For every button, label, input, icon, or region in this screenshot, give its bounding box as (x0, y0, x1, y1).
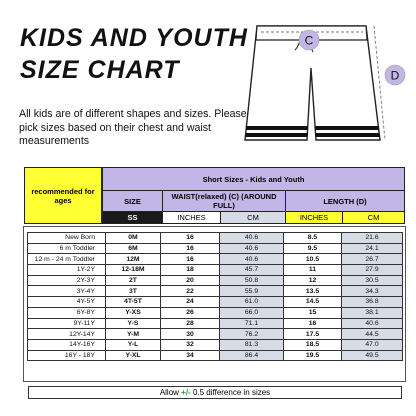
stripe-left-2 (245, 133, 307, 137)
cell-size: 4T-5T (106, 297, 161, 308)
cell-len-cm: 38.1 (342, 307, 403, 318)
allowance-before: Allow (159, 388, 182, 397)
cell-waist-in: 26 (161, 307, 220, 318)
cell-waist-in: 20 (161, 275, 220, 286)
cell-len-cm: 47.0 (342, 339, 403, 350)
intro-text: All kids are of different shapes and sizes. Please pick sizes based on their chest and waist measurements (19, 108, 247, 147)
cell-len-cm: 34.3 (342, 286, 403, 297)
cell-len-in: 16 (284, 318, 342, 329)
cell-len-cm: 40.6 (342, 318, 403, 329)
cell-age: 16Y - 18Y (28, 350, 106, 361)
cell-waist-cm: 76.2 (220, 329, 284, 340)
shorts-diagram (225, 16, 410, 151)
cell-waist-cm: 66.0 (220, 307, 284, 318)
stripe-left-1 (246, 126, 308, 130)
cell-age: 4Y-5Y (28, 297, 106, 308)
cell-waist-cm: 40.6 (220, 233, 284, 244)
table-title: Short Sizes - Kids and Youth (103, 168, 405, 191)
cell-len-cm: 21.6 (342, 233, 403, 244)
cell-age: New Born (28, 233, 106, 244)
waist-column-header: WAIST(relaxed) (C) (AROUND FULL) (163, 191, 286, 212)
cell-size: 0M (106, 233, 161, 244)
cell-len-cm: 24.1 (342, 243, 403, 254)
cell-waist-in: 30 (161, 329, 220, 340)
length-cm-header: CM (343, 212, 405, 224)
length-inches-header: INCHES (286, 212, 343, 224)
page-title-line1: KIDS AND YOUTH (20, 24, 248, 52)
cell-waist-in: 32 (161, 339, 220, 350)
cell-size: 12M (106, 254, 161, 265)
cell-size: 2T (106, 275, 161, 286)
cell-size: Y-XL (106, 350, 161, 361)
cell-len-cm: 36.8 (342, 297, 403, 308)
table-row (28, 297, 403, 308)
cell-size: 6M (106, 243, 161, 254)
cell-len-cm: 27.9 (342, 265, 403, 276)
cell-len-in: 10.5 (284, 254, 342, 265)
cell-waist-cm: 40.6 (220, 254, 284, 265)
cell-size: Y-L (106, 339, 161, 350)
cell-len-in: 19.5 (284, 350, 342, 361)
cell-waist-cm: 71.1 (220, 318, 284, 329)
waist-inches-header: INCHES (163, 212, 221, 224)
cell-waist-in: 16 (161, 254, 220, 265)
cell-waist-in: 28 (161, 318, 220, 329)
cell-age: 9Y-11Y (28, 318, 106, 329)
table-row (28, 339, 403, 350)
cell-waist-in: 22 (161, 286, 220, 297)
recommended-cell: recommended for ages (25, 168, 102, 224)
cell-age: 12Y-14Y (28, 329, 106, 340)
stripe-right-1 (315, 126, 379, 130)
cell-age: 1Y-2Y (28, 265, 106, 276)
cell-age: 12 m - 24 m Toddler (28, 254, 106, 265)
allowance-after: 0.5 difference in sizes (190, 388, 271, 397)
cell-len-cm: 26.7 (342, 254, 403, 265)
label-c: C (304, 33, 314, 48)
cell-waist-cm: 55.9 (220, 286, 284, 297)
cell-len-in: 14.5 (284, 297, 342, 308)
cell-waist-cm: 81.3 (220, 339, 284, 350)
size-column-header: SIZE (103, 191, 163, 212)
plus-minus-sign: +/- (181, 388, 191, 397)
cell-size: Y-XS (106, 307, 161, 318)
cell-len-in: 8.5 (284, 233, 342, 244)
cell-waist-in: 16 (161, 233, 220, 244)
cell-waist-in: 34 (161, 350, 220, 361)
table-row (28, 243, 403, 254)
cell-waist-cm: 86.4 (220, 350, 284, 361)
table-row (28, 307, 403, 318)
waist-cm-header: CM (221, 212, 286, 224)
cell-len-in: 15 (284, 307, 342, 318)
cell-waist-in: 18 (161, 265, 220, 276)
cell-waist-cm: 45.7 (220, 265, 284, 276)
cell-waist-in: 16 (161, 243, 220, 254)
cell-age: 3Y-4Y (28, 286, 106, 297)
table-row (28, 254, 403, 265)
cell-len-in: 9.5 (284, 243, 342, 254)
cell-len-in: 12 (284, 275, 342, 286)
recommended-header (24, 167, 102, 224)
table-row (28, 286, 403, 297)
allowance-note (28, 386, 402, 399)
table-row (28, 233, 403, 244)
table-row (28, 318, 403, 329)
page-title-line2: SIZE CHART (20, 56, 180, 84)
size-header (102, 167, 405, 224)
cell-age: 2Y-3Y (28, 275, 106, 286)
table-row (28, 350, 403, 361)
cell-age: 6 m Toddler (28, 243, 106, 254)
stripe-right-2 (316, 133, 380, 137)
cell-len-cm: 49.5 (342, 350, 403, 361)
cell-size: Y-S (106, 318, 161, 329)
cell-waist-cm: 40.6 (220, 243, 284, 254)
size-data-table (27, 232, 403, 361)
cell-len-in: 17.5 (284, 329, 342, 340)
cell-len-in: 18.5 (284, 339, 342, 350)
cell-len-cm: 44.5 (342, 329, 403, 340)
cell-len-in: 13.5 (284, 286, 342, 297)
cell-age: 14Y-16Y (28, 339, 106, 350)
cell-size: Y-M (106, 329, 161, 340)
cell-len-cm: 30.5 (342, 275, 403, 286)
table-row (28, 265, 403, 276)
cell-waist-cm: 61.0 (220, 297, 284, 308)
cell-age: 6Y-8Y (28, 307, 106, 318)
cell-waist-cm: 50.8 (220, 275, 284, 286)
length-column-header: LENGTH (D) (286, 191, 405, 212)
ss-header: SS (103, 212, 163, 224)
label-d: D (390, 68, 400, 83)
cell-size: 12-18M (106, 265, 161, 276)
cell-size: 3T (106, 286, 161, 297)
table-row (28, 275, 403, 286)
cell-len-in: 11 (284, 265, 342, 276)
cell-waist-in: 24 (161, 297, 220, 308)
table-row (28, 329, 403, 340)
